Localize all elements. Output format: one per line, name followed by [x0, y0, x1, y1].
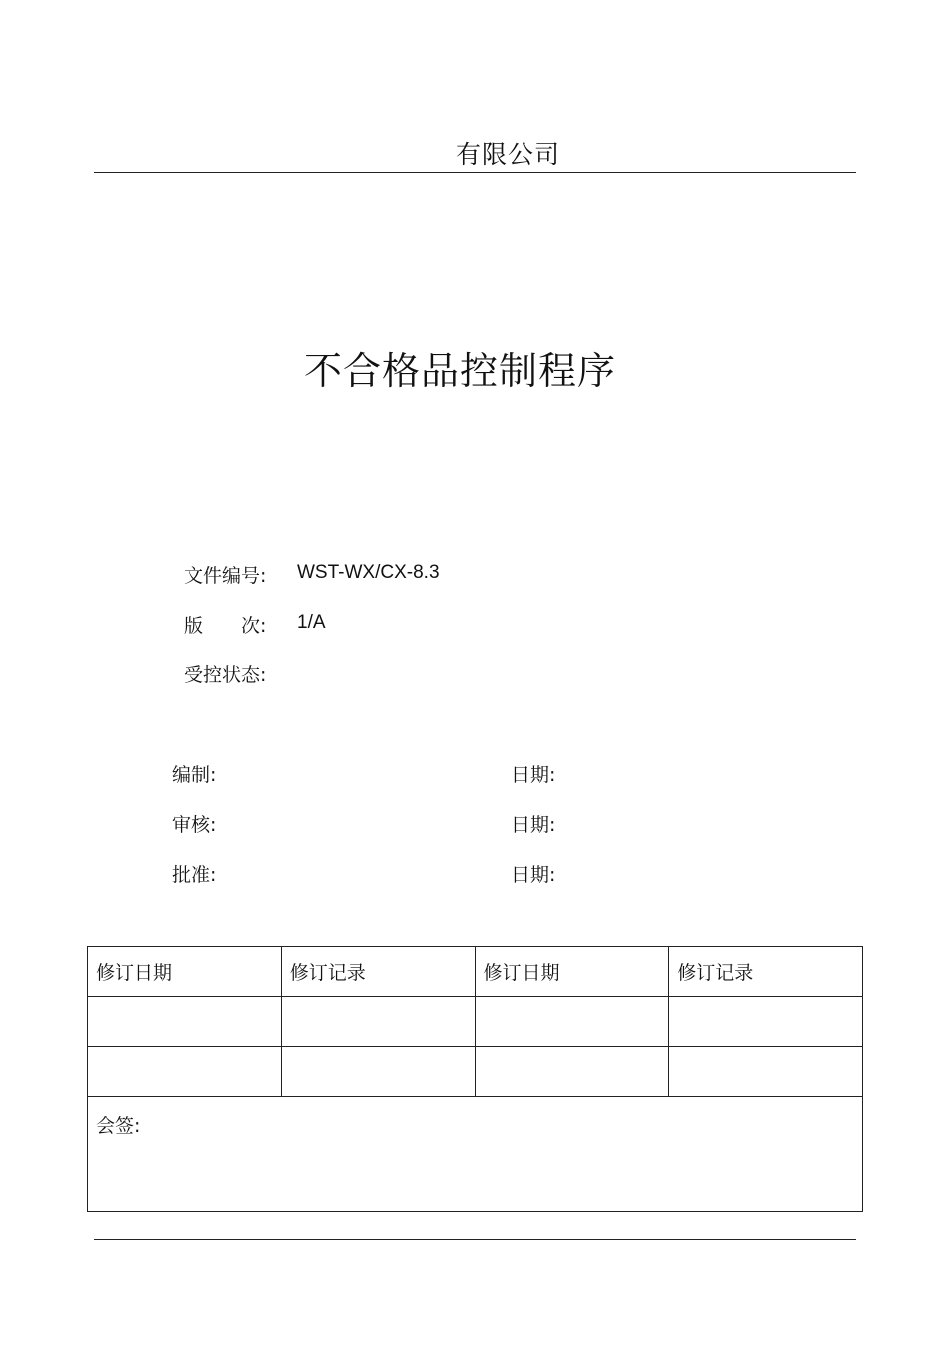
table-header-cell: 修订日期 — [88, 947, 282, 997]
table-header-cell: 修订日期 — [475, 947, 669, 997]
reviewed-by-label: 审核: — [172, 814, 217, 836]
table-row — [88, 997, 863, 1047]
footer-divider — [94, 1239, 856, 1240]
company-name: 有限公司 — [456, 140, 561, 169]
control-status-label: 受控状态: — [184, 664, 267, 686]
table-row — [88, 1047, 863, 1097]
table-cell — [281, 1047, 475, 1097]
document-title: 不合格品控制程序 — [303, 349, 616, 393]
table-cell — [669, 1047, 863, 1097]
table-header-row — [88, 947, 863, 997]
table-header-cell: 修订记录 — [281, 947, 475, 997]
header-divider — [94, 172, 856, 173]
version-label: 版 次: — [184, 615, 267, 637]
table-header-cell: 修订记录 — [669, 947, 863, 997]
prepared-date-label: 日期: — [511, 764, 556, 786]
countersign-label: 会签: — [88, 1097, 863, 1212]
approved-date-label: 日期: — [511, 864, 556, 886]
approved-by-label: 批准: — [172, 864, 217, 886]
table-cell — [475, 997, 669, 1047]
doc-number-label: 文件编号: — [184, 565, 267, 587]
reviewed-date-label: 日期: — [511, 814, 556, 836]
table-cell — [88, 1047, 282, 1097]
table-cell — [281, 997, 475, 1047]
doc-number-value: WST-WX/CX-8.3 — [297, 562, 440, 583]
revision-table — [87, 946, 863, 1212]
table-cell — [88, 997, 282, 1047]
prepared-by-label: 编制: — [172, 764, 217, 786]
countersign-row — [88, 1097, 863, 1212]
version-value: 1/A — [297, 612, 326, 633]
table-cell — [475, 1047, 669, 1097]
table-cell — [669, 997, 863, 1047]
